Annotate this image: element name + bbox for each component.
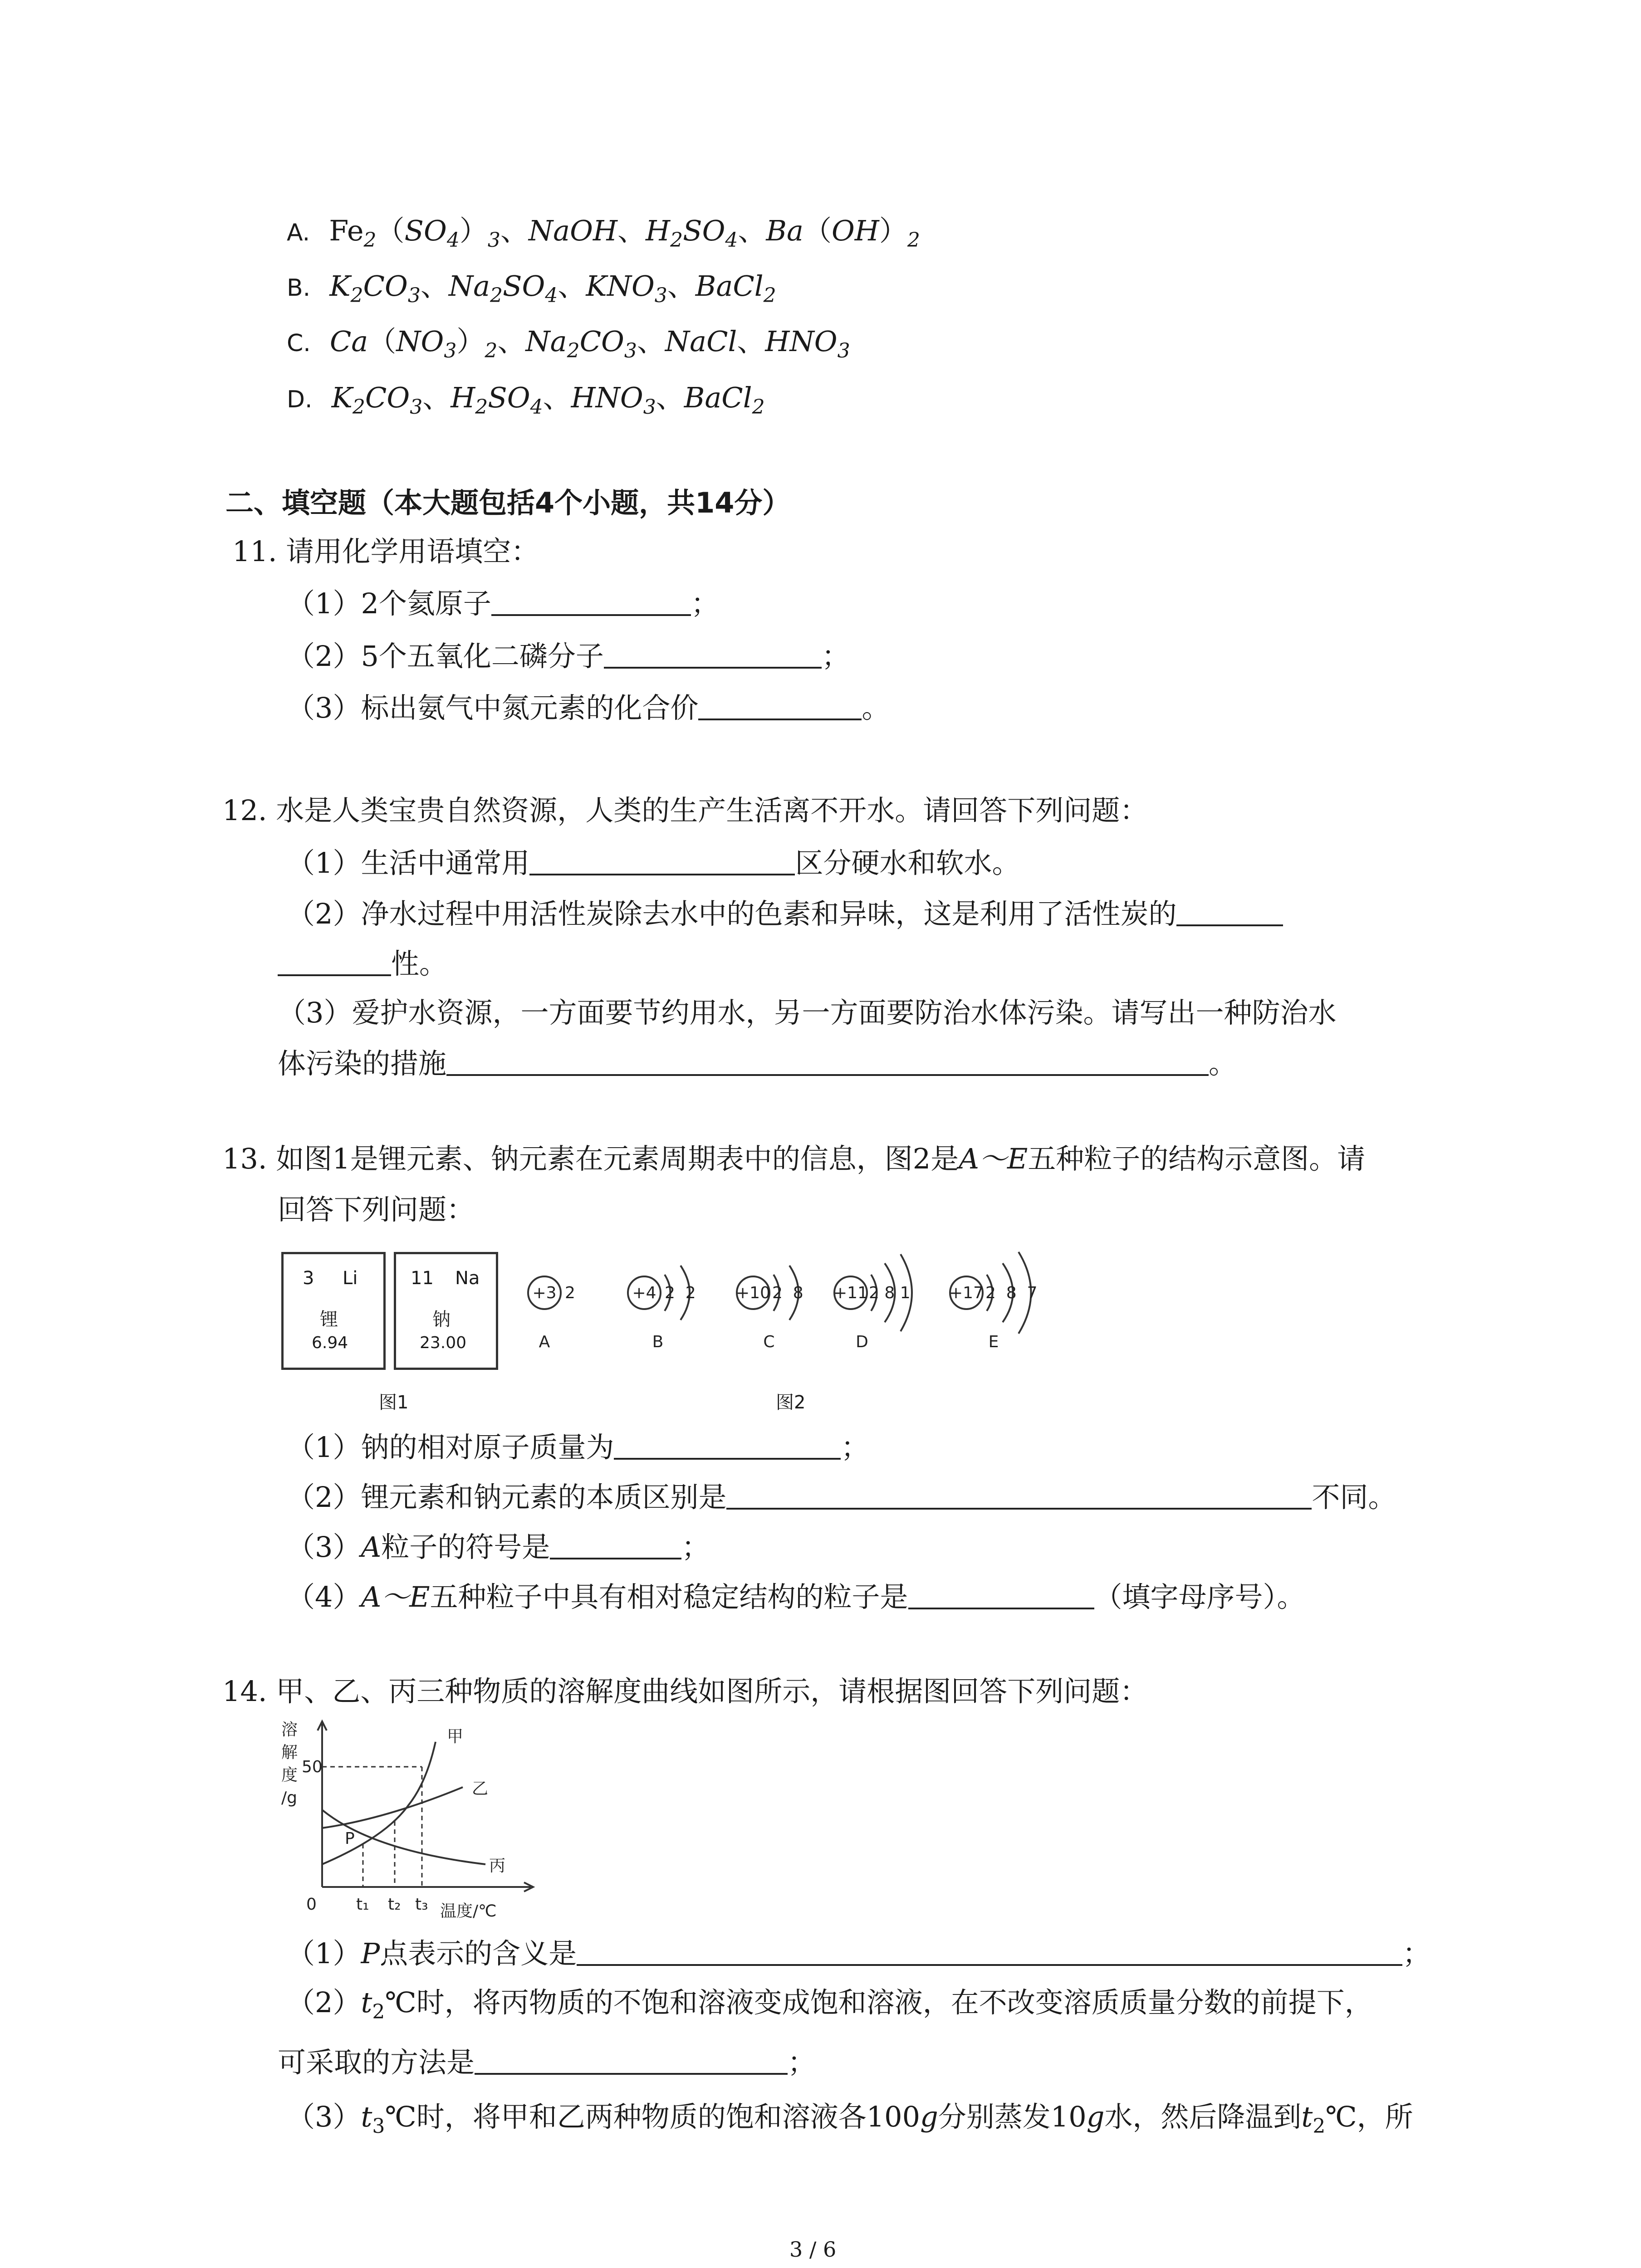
tile-lithium: 3 Li 锂 6.94 xyxy=(281,1252,386,1370)
formula-part: 、 xyxy=(500,214,529,247)
formula-part: ） xyxy=(459,214,488,247)
electrons-b: 2 2 xyxy=(665,1284,696,1302)
formula-part: CO xyxy=(579,325,624,358)
q11-blank2[interactable] xyxy=(604,641,822,669)
formula-part: OH xyxy=(831,214,879,247)
formula-part: 4 xyxy=(725,229,738,252)
formula-part: HNO xyxy=(765,325,838,358)
q13-blank4[interactable] xyxy=(908,1582,1094,1609)
option-d xyxy=(287,381,765,419)
formula-part: ） xyxy=(879,214,907,247)
x-axis-label: 温度/℃ xyxy=(440,1902,497,1921)
label-a: A xyxy=(539,1333,550,1351)
fig2-caption: 图2 xyxy=(776,1392,806,1413)
option-a xyxy=(287,214,920,252)
formula-part: HNO xyxy=(571,381,643,414)
q13-blank2[interactable] xyxy=(726,1482,1312,1510)
formula-part: H xyxy=(646,214,671,247)
section-heading: 二、填空题（本大题包括4个小题，共14分） xyxy=(225,486,791,519)
formula-part: （ xyxy=(368,325,397,358)
q12-stem: 12. 水是人类宝贵自然资源，人类的生产生活离不开水。请回答下列问题： xyxy=(222,794,1148,827)
label-yi: 乙 xyxy=(472,1779,489,1798)
ylabel-2: 解 xyxy=(281,1743,298,1762)
formula-part: 2 xyxy=(352,396,365,419)
formula-part: 4 xyxy=(446,229,460,252)
q14-blank2[interactable] xyxy=(475,2048,788,2075)
ylabel-3: 度 xyxy=(281,1766,298,1784)
formula-part: 3 xyxy=(407,284,421,307)
formula-part: SO xyxy=(404,214,447,247)
q14-stem: 14. 甲、乙、丙三种物质的溶解度曲线如图所示，请根据图回答下列问题： xyxy=(222,1675,1148,1708)
formula-part: （ xyxy=(803,214,832,247)
formula-part: 3 xyxy=(624,339,637,362)
formula-part: ） xyxy=(456,325,485,358)
q12-part2-cont: 性。 xyxy=(278,949,447,978)
q12-blank1[interactable] xyxy=(529,848,795,875)
formula-part: BaCl xyxy=(684,381,752,414)
q13-part4: （4）A～E五种粒子中具有相对稳定结构的粒子是 （填字母序号）。 xyxy=(287,1580,1305,1613)
electrons-a: 2 xyxy=(565,1284,575,1302)
formula-part: BaCl xyxy=(695,269,764,303)
formula-part: 3 xyxy=(444,339,457,362)
fig1-caption: 图1 xyxy=(379,1392,409,1413)
formula-part: 、 xyxy=(497,325,526,358)
x-tick-t3: t₃ xyxy=(415,1895,428,1914)
formula-part: 、 xyxy=(558,269,586,303)
q13-blank3[interactable] xyxy=(550,1532,681,1559)
formula-part: 2 xyxy=(567,339,580,362)
q14-part2-cont: 可采取的方法是 ； xyxy=(278,2046,816,2079)
electrons-c: 2 8 xyxy=(772,1284,803,1302)
q11-part3: （3）标出氨气中氮元素的化合价 。 xyxy=(287,691,890,724)
formula-part: 、 xyxy=(420,269,449,303)
formula-part: Ba xyxy=(766,214,803,247)
option-letter: A. xyxy=(287,219,310,246)
nucleus-a-charge: +3 xyxy=(532,1284,557,1302)
formula-part: Fe xyxy=(329,214,364,247)
formula-part: 、 xyxy=(543,381,571,414)
formula-part: 、 xyxy=(617,214,646,247)
formula-part: NO xyxy=(396,325,444,358)
formula-part: 2 xyxy=(907,229,920,252)
q11-part2: （2）5个五氧化二磷分子 ； xyxy=(287,640,850,673)
formula-part: K xyxy=(331,381,353,414)
y-tick-50: 50 xyxy=(302,1758,323,1776)
page-number: 3 / 6 xyxy=(789,2237,837,2262)
q13-blank1[interactable] xyxy=(614,1432,841,1460)
formula-part: 3 xyxy=(410,396,423,419)
label-jia: 甲 xyxy=(447,1727,464,1746)
origin-label: 0 xyxy=(306,1895,317,1914)
q14-blank1[interactable] xyxy=(577,1939,1402,1966)
x-tick-t1: t₁ xyxy=(356,1895,369,1914)
label-b: B xyxy=(652,1333,664,1351)
formula-part: 、 xyxy=(667,269,696,303)
q14-part1: （1）P点表示的含义是 ； xyxy=(287,1937,1431,1970)
tile-sodium: 11 Na 钠 23.00 xyxy=(394,1252,498,1370)
q13-part2: （2）锂元素和钠元素的本质区别是 不同。 xyxy=(287,1481,1396,1514)
x-tick-t2: t₂ xyxy=(388,1895,401,1914)
q11-part1: （1）2个氦原子 ； xyxy=(287,587,719,620)
formula-part: 4 xyxy=(530,396,543,419)
formula-part: SO xyxy=(503,269,545,303)
ylabel-1: 溶 xyxy=(281,1721,298,1739)
q13-part1: （1）钠的相对原子质量为 ； xyxy=(287,1431,869,1464)
formula-part: 3 xyxy=(643,396,656,419)
electrons-e: 2 8 7 xyxy=(985,1284,1038,1302)
label-c: C xyxy=(763,1333,775,1351)
formula-part: Na xyxy=(525,325,567,358)
q12-part3-cont: 体污染的措施 。 xyxy=(278,1047,1237,1080)
q11-blank3[interactable] xyxy=(698,693,862,720)
q13-stem-line2: 回答下列问题： xyxy=(278,1193,475,1226)
q11-blank1[interactable] xyxy=(491,589,691,616)
electrons-d: 2 8 1 xyxy=(869,1284,911,1302)
formula-part: CO xyxy=(365,381,410,414)
formula-part: 2 xyxy=(475,396,488,419)
formula-part: 3 xyxy=(487,229,500,252)
formula-part: SO xyxy=(683,214,725,247)
q11-stem: 11. 请用化学用语填空： xyxy=(232,535,539,568)
formula-part: Na xyxy=(448,269,490,303)
q12-blank3[interactable] xyxy=(446,1049,1209,1076)
label-bing: 丙 xyxy=(489,1857,506,1875)
formula-part: SO xyxy=(488,381,530,414)
formula-part: 2 xyxy=(350,284,363,307)
nucleus-b-charge: +4 xyxy=(632,1284,656,1302)
solubility-curve-graph xyxy=(272,1715,554,1923)
option-c xyxy=(287,327,850,361)
label-d: D xyxy=(856,1333,868,1351)
formula-part: 2 xyxy=(752,396,765,419)
formula-part: 2 xyxy=(763,284,776,307)
ylabel-4: /g xyxy=(281,1789,297,1807)
q13-stem-line1: 13. 如图1是锂元素、钠元素在元素周期表中的信息，图2是A～E五种粒子的结构示意图。请 xyxy=(222,1142,1366,1175)
formula-part: Ca xyxy=(329,325,368,358)
formula-part: 、 xyxy=(738,214,766,247)
q12-part1: （1）生活中通常用 区分硬水和软水。 xyxy=(287,846,1020,880)
q12-blank2a[interactable] xyxy=(1176,899,1283,926)
formula-part: KNO xyxy=(586,269,655,303)
q12-blank2b[interactable] xyxy=(278,949,391,976)
formula-part: 2 xyxy=(485,339,498,362)
formula-part: CO xyxy=(363,269,408,303)
option-letter: B. xyxy=(287,274,311,302)
formula-part: 、 xyxy=(737,325,765,358)
nucleus-c-charge: +10 xyxy=(736,1284,770,1302)
atom-structure-diagrams xyxy=(508,1225,1098,1388)
formula-part: K xyxy=(329,269,351,303)
q12-part3: （3）爱护水资源，一方面要节约用水，另一方面要防治水体污染。请写出一种防治水 xyxy=(278,996,1337,1029)
q14-part3: $(3)t_3℃$时，将甲和乙两种物质的饱和溶液各100g分别蒸发10g水，然后降温到$t_2℃$，所 xyxy=(287,2100,1413,2138)
option-letter: D. xyxy=(287,386,313,413)
formula-part: （ xyxy=(376,214,405,247)
formula-part: 2 xyxy=(670,229,683,252)
q12-part2: （2）净水过程中用活性炭除去水中的色素和异味，这是利用了活性炭的 xyxy=(287,899,1283,928)
formula-part: 3 xyxy=(654,284,667,307)
formula-part: 、 xyxy=(637,325,665,358)
formula-part: NaOH xyxy=(528,214,617,247)
nucleus-e-charge: +17 xyxy=(949,1284,984,1302)
label-e: E xyxy=(988,1333,999,1351)
nucleus-d-charge: +11 xyxy=(833,1284,868,1302)
formula-part: 、 xyxy=(422,381,451,414)
formula-part: H xyxy=(451,381,475,414)
q14-part2: $(2)t_2℃$时，将丙物质的不饱和溶液变成饱和溶液，在不改变溶质质量分数的前提下， xyxy=(287,1986,1373,2024)
option-letter: C. xyxy=(287,330,311,357)
formula-part: 2 xyxy=(490,284,503,307)
formula-part: 2 xyxy=(363,229,377,252)
option-b xyxy=(287,269,776,307)
formula-part: 4 xyxy=(545,284,558,307)
label-p: P xyxy=(345,1829,355,1848)
formula-part: 、 xyxy=(656,381,684,414)
formula-part: 3 xyxy=(837,339,850,362)
q13-part3: （3）A粒子的符号是 ； xyxy=(287,1530,710,1564)
formula-part: NaCl xyxy=(665,325,737,358)
